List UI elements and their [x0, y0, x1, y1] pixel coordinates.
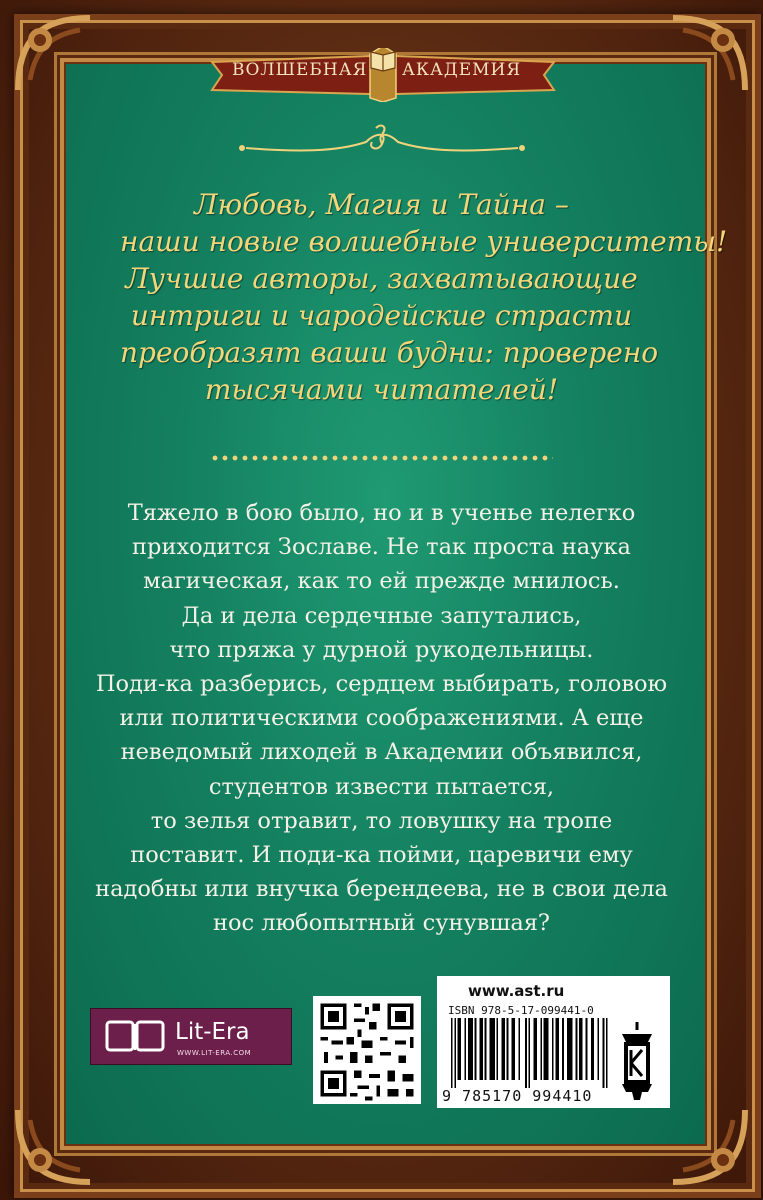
qr-code	[313, 996, 421, 1104]
description-line: Поди-ка разберись, сердцем выбирать, головою	[95, 671, 668, 698]
publisher-url: WWW.LIT-ERA.COM	[177, 1049, 252, 1057]
description-line: магическая, как то ей прежде мнилось.	[143, 568, 620, 595]
open-book-icon	[368, 44, 398, 74]
flourish-divider	[236, 122, 528, 162]
barcode	[451, 1018, 611, 1088]
tagline-line: Любовь, Магия и Тайна –	[194, 188, 569, 221]
description-line: то зелья отравит, то ловушку на тропе	[150, 807, 613, 834]
corner-ornament-icon	[663, 10, 753, 100]
barcode-digits: 9 785170 994410	[442, 1087, 593, 1105]
publisher-name: Lit-Era	[175, 1019, 250, 1045]
description-line: или политическими соображениями. А еще	[119, 705, 644, 732]
description-line: Тяжело в бою было, но и в ученье нелегко	[127, 500, 636, 526]
description-line: что пряжа у дурной рукодельницы.	[169, 636, 594, 663]
book-description	[70, 496, 693, 941]
description-line: надобны или внучка берендеева, не в свои дела	[95, 876, 668, 903]
description-line: неведомый лиходей в Академии объявился,	[120, 739, 643, 766]
isbn-text: ISBN 978-5-17-099441-0	[448, 1004, 594, 1017]
tagline-line: тысячами читателей!	[204, 373, 559, 406]
tagline	[120, 186, 728, 408]
publisher-website: www.ast.ru	[468, 982, 565, 1000]
lantern-logo-icon	[614, 1020, 660, 1102]
description-line: приходится Зославе. Не так проста наука	[132, 534, 631, 561]
description-line: нос любопытный сунувшая?	[212, 910, 550, 937]
tagline-line: интриги и чародейские страсти	[130, 299, 633, 332]
description-line: студентов извести пытается,	[208, 773, 555, 800]
banner-left-text: ВОЛШЕБНАЯ	[232, 60, 368, 80]
publisher-logo	[90, 1008, 292, 1065]
description-line: поставит. И поди-ка пойми, царевичи ему	[130, 842, 633, 869]
description-line: Да и дела сердечные запутались,	[181, 602, 582, 629]
corner-ornament-icon	[663, 1100, 753, 1190]
corner-ornament-icon	[10, 1100, 100, 1190]
tagline-line: Лучшие авторы, захватывающие	[125, 262, 638, 295]
open-book-icon	[105, 1020, 165, 1052]
dotted-divider	[210, 453, 553, 463]
banner-right-text: АКАДЕМИЯ	[402, 60, 522, 80]
tagline-line: наши новые волшебные университеты!	[120, 225, 728, 258]
tagline-line: преобразят ваши будни: проверено	[120, 336, 659, 369]
corner-ornament-icon	[10, 10, 100, 100]
